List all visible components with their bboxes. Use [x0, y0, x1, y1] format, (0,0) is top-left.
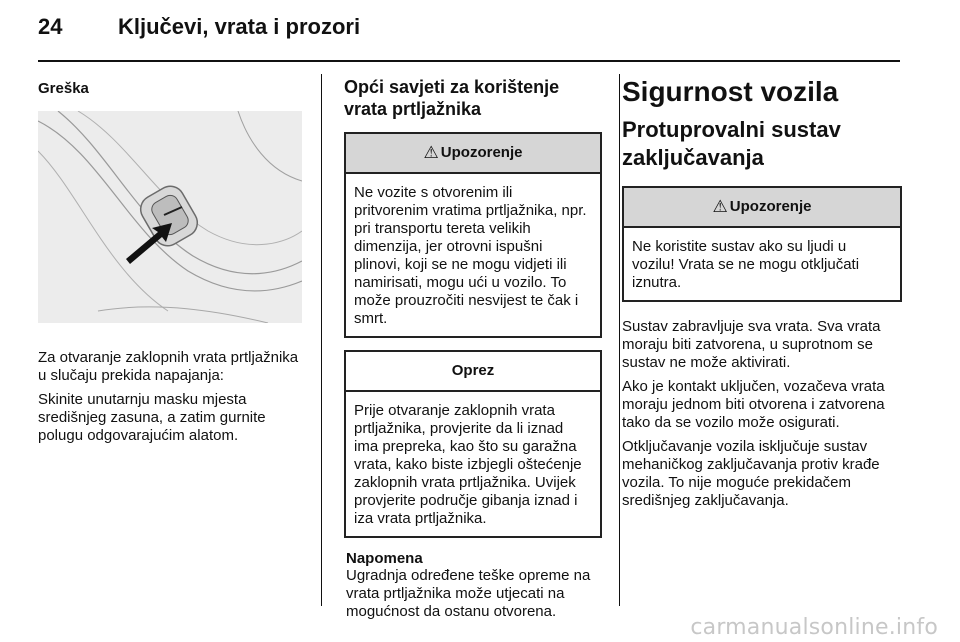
warning-title-2: Upozorenje	[729, 198, 812, 215]
warning-header	[346, 134, 600, 174]
warning-text: Ne vozite s otvorenim ili pritvorenim vratima prtljažnika, npr. pri transportu tereta velikih dimenzija, jer otrovni ispušni plinovi, koji se ne mogu vidjeti ili namirisati, mogu ući u vozilo. To može prouzročiti nesvijest te čak i smrt.	[354, 184, 587, 327]
chapter-title: Ključevi, vrata i prozori	[118, 14, 361, 39]
caution-header: Oprez	[346, 352, 600, 392]
warning-box-2	[622, 186, 902, 302]
header-rule	[38, 60, 900, 62]
note-text: Ugradnja određene teške opreme na vrata prtljažnika može utjecati na mogućnost da ostanu otvorena.	[346, 567, 591, 620]
column-1	[38, 70, 304, 451]
caution-text: Prije otvaranje zaklopnih vrata prtljažnika, provjerite da li iznad ima prepreka, kao što su garažna vrata, kako biste izbjegli oštećenje zaklopnih vrata prtljažnika. Uvijek provjerite područje gibanja iznad i iza vrata prtljažnika.	[354, 402, 582, 527]
body-paragraph-2: Ako je kontakt uključen, vozačeva vrata moraju jednom biti otvorena i zatvorena tako da se vozilo može osigurati.	[622, 378, 885, 431]
sub-heading: Protuprovalni sustav zaključavanja	[622, 117, 841, 170]
page-number: 24	[38, 14, 63, 39]
caution-box	[344, 350, 602, 538]
watermark: carmanualsonline.info	[690, 615, 938, 640]
warning-triangle-icon: ⚠	[423, 143, 439, 162]
trunk-latch-icon	[38, 111, 302, 323]
warning-text-2: Ne koristite sustav ako su ljudi u vozilu! Vrata se ne mogu otključati iznutra.	[632, 238, 860, 291]
body-paragraph-3: Otključavanje vozila isključuje sustav mehaničkog zaključavanja protiv krađe vozila. To nije moguće prekidačem središnjeg zaključavanja.	[622, 438, 880, 509]
trunk-latch-illustration	[38, 111, 302, 323]
body-paragraph-1: Sustav zabravljuje sva vrata. Sva vrata moraju biti zatvorena, u suprotnom se sustav ne može aktivirati.	[622, 318, 881, 371]
section-heading: Opći savjeti za korištenje vrata prtljažnika	[344, 77, 560, 119]
warning-title: Upozorenje	[440, 144, 523, 161]
column-divider-2	[619, 74, 620, 606]
warning-box	[344, 132, 602, 338]
main-heading: Sigurnost vozila	[622, 76, 839, 107]
section-subhead: Greška	[38, 80, 89, 97]
warning-header-2	[624, 188, 900, 228]
column-divider-1	[321, 74, 322, 606]
column-3	[622, 70, 902, 516]
note-title: Napomena	[346, 550, 423, 567]
warning-triangle-icon: ⚠	[712, 197, 728, 216]
instruction-paragraph-1: Za otvaranje zaklopnih vrata prtljažnika u slučaju prekida napajanja:	[38, 349, 299, 384]
instruction-paragraph-2: Skinite unutarnju masku mjesta središnjeg zasuna, a zatim gurnite polugu odgovarajućim alatom.	[38, 391, 266, 444]
column-2	[344, 70, 602, 621]
